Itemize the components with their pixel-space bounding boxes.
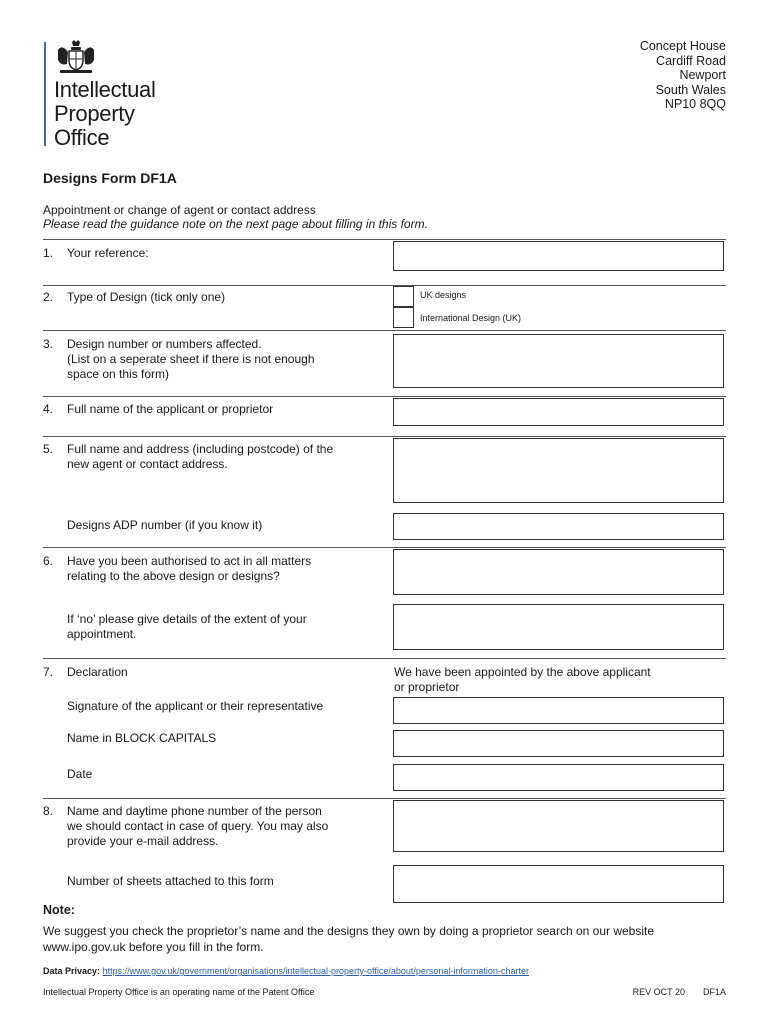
signature-field[interactable] — [393, 697, 724, 724]
international-design-label: International Design (UK) — [420, 313, 522, 323]
footer-revision — [615, 987, 726, 997]
address-line: NP10 8QQ — [664, 97, 726, 111]
q8-label-line: provide your e-mail address. — [67, 834, 219, 848]
uk-designs-checkbox[interactable] — [393, 286, 414, 307]
organisation-logo-text — [54, 78, 156, 150]
extent-of-appointment-field[interactable] — [393, 604, 724, 650]
question-number: 1. — [43, 246, 54, 260]
q6-extent-line: If ‘no’ please give details of the extent of your — [67, 612, 307, 626]
q6-label-line: Have you been authorised to act in all matters — [67, 554, 312, 568]
declaration-text-line: or proprietor — [394, 680, 460, 694]
logo-line: Property — [54, 101, 135, 126]
address-line: Concept House — [639, 39, 726, 53]
address-line: South Wales — [655, 82, 726, 97]
section-divider — [43, 396, 726, 397]
address-line: Newport — [679, 68, 726, 82]
your-reference-field[interactable] — [393, 241, 724, 271]
date-field[interactable] — [393, 764, 724, 791]
address-line: Cardiff Road — [656, 53, 726, 68]
privacy-charter-link[interactable]: https://www.gov.uk/government/organisations/intellectual-property-office/about/personal-information-charter — [102, 966, 529, 976]
international-design-checkbox[interactable] — [393, 307, 414, 328]
block-capitals-label: Name in BLOCK CAPITALS — [67, 731, 217, 745]
q2-label: Type of Design (tick only one) — [67, 290, 226, 304]
question-number: 3. — [43, 337, 54, 351]
data-privacy — [43, 966, 529, 976]
form-subtitle-block — [43, 203, 428, 231]
section-divider — [43, 330, 726, 331]
q8-label-line: Name and daytime phone number of the person — [67, 804, 322, 818]
declaration-text-line: We have been appointed by the above applicant — [394, 665, 651, 679]
logo-line: Intellectual — [54, 77, 156, 102]
section-divider — [43, 285, 726, 286]
q3-label-line: space on this form) — [67, 367, 170, 381]
section-divider — [43, 436, 726, 437]
form-code: DF1A — [702, 987, 726, 997]
office-address — [640, 39, 726, 112]
section-divider — [43, 658, 726, 659]
name-block-capitals-field[interactable] — [393, 730, 724, 757]
footer-operating-name: Intellectual Property Office is an operating name of the Patent Office — [43, 987, 315, 997]
q4-label: Full name of the applicant or proprietor — [67, 402, 274, 416]
section-divider — [43, 547, 726, 548]
q5-label-line: Full name and address (including postcode) of the — [67, 442, 334, 456]
q3-label-line: (List on a seperate sheet if there is not enough — [67, 352, 315, 366]
declaration-label: Declaration — [67, 665, 128, 679]
section-divider — [43, 798, 726, 799]
authorised-field[interactable] — [393, 549, 724, 595]
q8-label-line: we should contact in case of query. You may also — [67, 819, 329, 833]
section-divider — [43, 239, 726, 240]
revision-date: REV OCT 20 — [632, 987, 685, 997]
q6-label-line: relating to the above design or designs? — [67, 569, 280, 583]
note-heading: Note: — [43, 903, 75, 917]
logo-accent-bar — [44, 42, 46, 146]
question-number: 6. — [43, 554, 54, 568]
q6-extent-line: appointment. — [67, 627, 137, 641]
question-number: 2. — [43, 290, 54, 304]
q3-label-line: Design number or numbers affected. — [67, 337, 262, 351]
applicant-name-field[interactable] — [393, 398, 724, 426]
form-subtitle: Appointment or change of agent or contact address — [43, 203, 316, 217]
form-instruction: Please read the guidance note on the next page about filling in this form. — [43, 217, 428, 231]
note-text: We suggest you check the proprietor’s name and the designs they own by doing a proprietor search on our website www.ipo.gov.uk before you fill in the form. — [43, 924, 655, 954]
sheets-attached-field[interactable] — [393, 865, 724, 903]
q5-label-line: new agent or contact address. — [67, 457, 228, 471]
question-number: 7. — [43, 665, 54, 679]
question-number: 4. — [43, 402, 54, 416]
adp-number-field[interactable] — [393, 513, 724, 540]
logo-line: Office — [54, 125, 110, 150]
q1-label: Your reference: — [67, 246, 149, 260]
uk-designs-label: UK designs — [420, 290, 467, 300]
date-label: Date — [67, 767, 93, 781]
signature-label: Signature of the applicant or their representative — [67, 699, 324, 713]
new-agent-address-field[interactable] — [393, 438, 724, 503]
question-number: 5. — [43, 442, 54, 456]
contact-person-field[interactable] — [393, 800, 724, 852]
adp-number-label: Designs ADP number (if you know it) — [67, 518, 263, 532]
sheets-attached-label: Number of sheets attached to this form — [67, 874, 274, 888]
royal-crest-icon — [54, 40, 98, 74]
question-number: 8. — [43, 804, 54, 818]
design-numbers-field[interactable] — [393, 334, 724, 388]
form-title: Designs Form DF1A — [43, 170, 177, 186]
data-privacy-label: Data Privacy: — [43, 966, 101, 976]
